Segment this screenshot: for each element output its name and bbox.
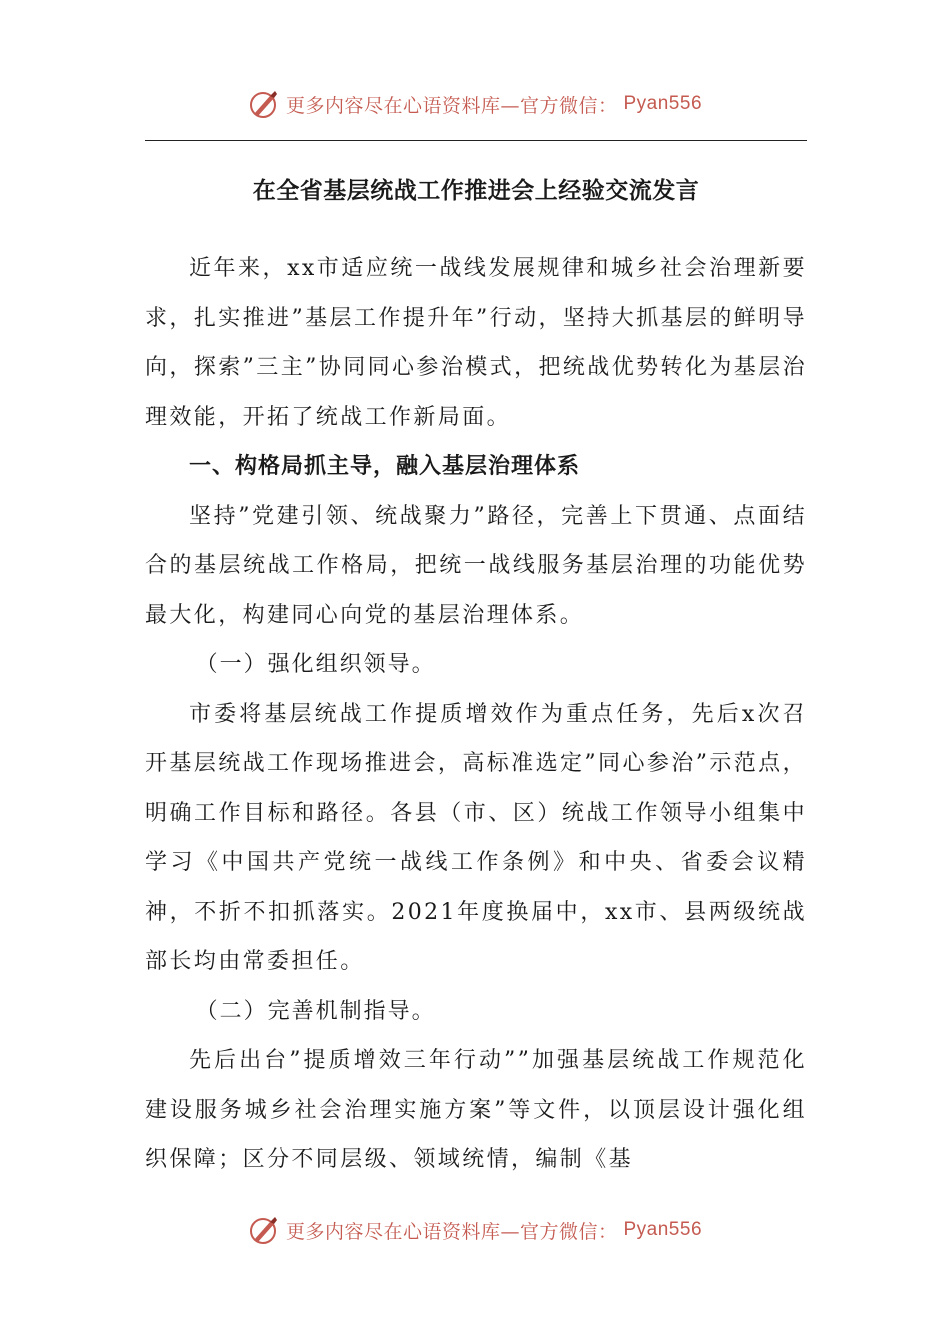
paragraph-subsection-2: 先后出台”提质增效三年行动””加强基层统战工作规范化建设服务城乡社会治理实施方案”等文件，以顶层设计强化组织保障；区分不同层级、领域统情，编制《基	[145, 1048, 807, 1172]
header-divider	[145, 140, 807, 141]
document-body	[145, 244, 807, 1185]
subheading-2: （二）完善机制指导。	[195, 998, 436, 1024]
watermark-wechat-id: Pyan556	[623, 1219, 703, 1240]
watermark-text: 更多内容尽在心语资料库—官方微信：	[285, 94, 618, 117]
paragraph-intro: 近年来，xx市适应统一战线发展规律和城乡社会治理新要求，扎实推进”基层工作提升年”行动，坚持大抓基层的鲜明导向，探索”三主”协同同心参治模式，把统战优势转化为基层治理效能，开拓了统战工作新局面。	[145, 256, 807, 430]
pen-logo-icon	[248, 88, 280, 120]
section-heading-1: 一、构格局抓主导，融入基层治理体系	[189, 454, 581, 479]
subheading-1: （一）强化组织领导。	[195, 652, 436, 677]
paragraph-subsection-1: 市委将基层统战工作提质增效作为重点任务，先后x次召开基层统战工作现场推进会，高标准选定”同心参治”示范点，明确工作目标和路径。各县（市、区）统战工作领导小组集中学习《中国共产党统一战线工作条例》和中央、省委会议精神，不折不扣抓落实。2021年度换届中，xx市、县两级统战部长均由常委担任。	[145, 701, 807, 974]
watermark-text: 更多内容尽在心语资料库—官方微信：	[285, 1220, 618, 1243]
pen-logo-icon	[248, 1214, 280, 1246]
watermark-footer	[0, 1210, 950, 1250]
document-title: 在全省基层统战工作推进会上经验交流发言	[252, 177, 700, 204]
watermark-header	[0, 84, 950, 124]
watermark-wechat-id: Pyan556	[623, 93, 703, 114]
paragraph-section-1: 坚持”党建引领、统战聚力”路径，完善上下贯通、点面结合的基层统战工作格局，把统一战线服务基层治理的功能优势最大化，构建同心向党的基层治理体系。	[145, 503, 807, 628]
